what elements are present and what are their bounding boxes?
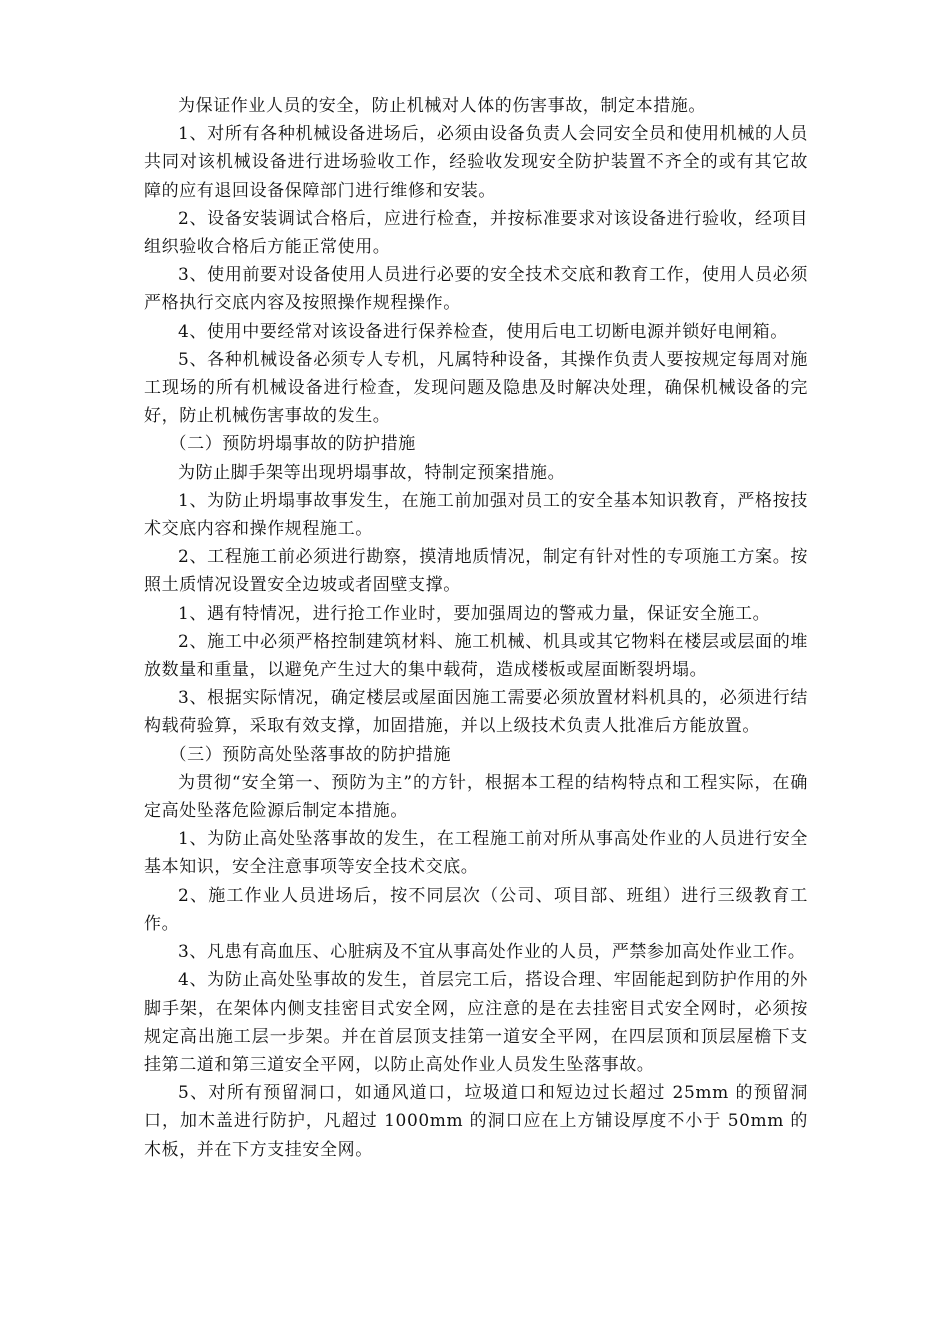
paragraph-item-1: 1、为防止高处坠落事故的发生，在工程施工前对所从事高处作业的人员进行安全基本知识，安全注意事项等安全技术交底。 [144,829,808,878]
paragraph-item-5: 5、各种机械设备必须专人专机，凡属特种设备，其操作负责人要按规定每周对施工现场的所有机械设备进行检查，发现问题及隐患及时解决处理，确保机械设备的完好，防止机械伤害事故的发生。 [144,349,808,427]
paragraph-item-5: 5、对所有预留洞口，如通风道口，垃圾道口和短边过长超过 25mm 的预留洞口，加木盖进行防护，凡超过 1000mm 的洞口应在上方铺设厚度不小于 50mm 的木板，并在下方支挂安全网。 [144,1083,808,1160]
paragraph-item-1b: 1、遇有特情况，进行抢工作业时，要加强周边的警戒力量，保证安全施工。 [178,603,771,624]
paragraph-item-3b: 3、根据实际情况，确定楼层或屋面因施工需要必须放置材料机具的，必须进行结构载荷验算，采取有效支撑，加固措施，并以上级技术负责人批准后方能放置。 [144,688,808,737]
paragraph-item-4: 4、为防止高处坠事故的发生，首层完工后，搭设合理、牢固能起到防护作用的外脚手架，在架体内侧支挂密目式安全网，应注意的是在去挂密目式安全网时，必须按规定高出施工层一步架。并在首层顶支挂第一道安全平网，在四层顶和顶层屋檐下支挂第二道和第三道安全平网，以防止高处作业人员发生坠落事故。 [144,970,808,1075]
section-mechanical-injury [144,92,808,430]
paragraph-item-1: 1、为防止坍塌事故事发生，在施工前加强对员工的安全基本知识教育，严格按技术交底内容和操作规程施工。 [144,490,808,540]
paragraph-item-2b: 2、施工中必须严格控制建筑材料、施工机械、机具或其它物料在楼层或层面的堆放数量和重量，以避免产生过大的集中载荷，造成楼板或屋面断裂坍塌。 [144,631,808,681]
paragraph-item-2: 2、施工作业人员进场后，按不同层次（公司、项目部、班组）进行三级教育工作。 [144,885,808,934]
document-page [144,92,808,1164]
section-heading: （二）预防坍塌事故的防护措施 [169,434,416,455]
section-fall-prevention [144,741,808,1164]
paragraph-item-2: 2、设备安装调试合格后，应进行检查，并按标准要求对该设备进行验收，经项目组织验收合格后方能正常使用。 [144,208,808,258]
paragraph-item-3: 3、凡患有高血压、心脏病及不宜从事高处作业的人员，严禁参加高处作业工作。 [178,942,806,963]
section-collapse-prevention [144,430,808,740]
paragraph-intro: 为防止脚手架等出现坍塌事故，特制定预案措施。 [178,462,566,483]
section-heading: （三）预防高处坠落事故的防护措施 [169,744,452,765]
paragraph-intro: 为贯彻“安全第一、预防为主”的方针，根据本工程的结构特点和工程实际，在确定高处坠落危险源后制定本措施。 [144,772,808,822]
paragraph-intro: 为保证作业人员的安全，防止机械对人体的伤害事故，制定本措施。 [178,96,706,116]
paragraph-item-2: 2、工程施工前必须进行勘察，摸清地质情况，制定有针对性的专项施工方案。按照土质情况设置安全边坡或者固壁支撑。 [144,547,808,596]
paragraph-item-3: 3、使用前要对设备使用人员进行必要的安全技术交底和教育工作，使用人员必须严格执行交底内容及按照操作规程操作。 [144,265,808,314]
paragraph-item-4: 4、使用中要经常对该设备进行保养检查，使用后电工切断电源并锁好电闸箱。 [178,321,788,342]
paragraph-item-1: 1、对所有各种机械设备进场后，必须由设备负责人会同安全员和使用机械的人员共同对该机械设备进行进场验收工作，经验收发现安全防护装置不齐全的或有其它故障的应有退回设备保障部门进行维修和安装。 [144,124,808,201]
